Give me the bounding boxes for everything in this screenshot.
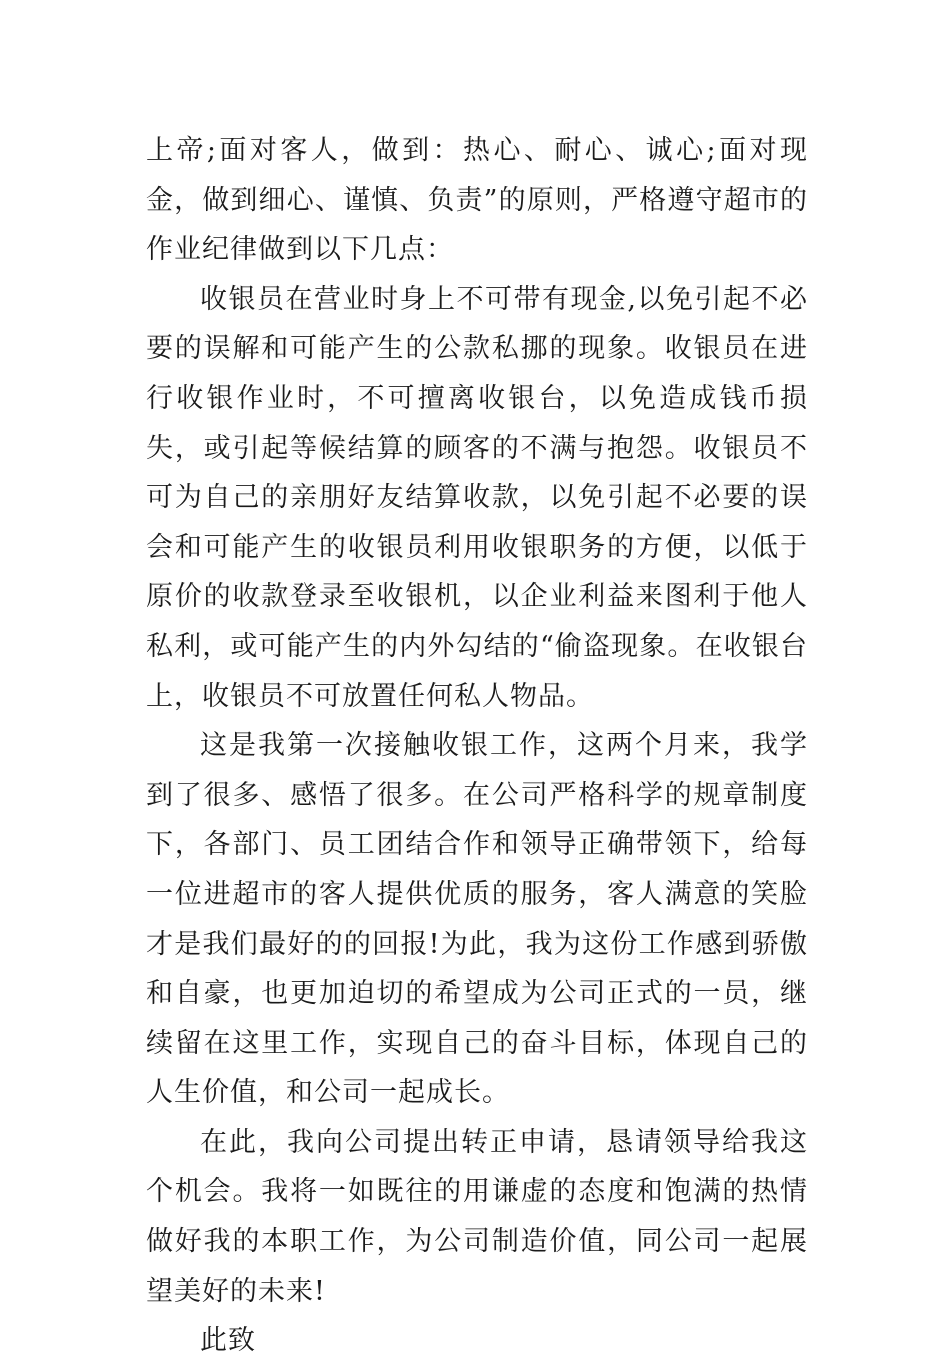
paragraph-application: 在此，我向公司提出转正申请，恳请领导给我这个机会。我将一如既往的用谦虚的态度和饱满的热情做好我的本职工作，为公司制造价值，同公司一起展望美好的未来! <box>146 1126 808 1307</box>
paragraph-work-experience: 这是我第一次接触收银工作，这两个月来，我学到了很多、感悟了很多。在公司严格科学的规章制度下，各部门、员工团结合作和领导正确带领下，给每一位进超市的客人提供优质的服务，客人满意的笑脸才是我们最好的的回报!为此，我为这份工作感到骄傲和自豪，也更加迫切的希望成为公司正式的一员，继续留在这里工作，实现自己的奋斗目标，体现自己的人生价值，和公司一起成长。 <box>146 730 808 1109</box>
paragraph-continued: 上帝;面对客人，做到：热心、耐心、诚心;面对现金，做到细心、谨慎、负责”的原则，严格遵守超市的作业纪律做到以下几点： <box>146 135 808 266</box>
paragraph-cashier-rules: 收银员在营业时身上不可带有现金,以免引起不必要的误解和可能产生的公款私挪的现象。收银员在进行收银作业时，不可擅离收银台，以免造成钱币损失，或引起等候结算的顾客的不满与抱怨。收银员不可为自己的亲朋好友结算收款，以免引起不必要的误会和可能产生的收银员利用收银职务的方便，以低于原价的收款登录至收银机，以企业利益来图利于他人私利，或可能产生的内外勾结的“偷盗现象。在收银台上，收银员不可放置任何私人物品。 <box>146 283 808 712</box>
paragraph-closing: 此致 <box>200 1325 256 1357</box>
document-body <box>146 126 808 1366</box>
